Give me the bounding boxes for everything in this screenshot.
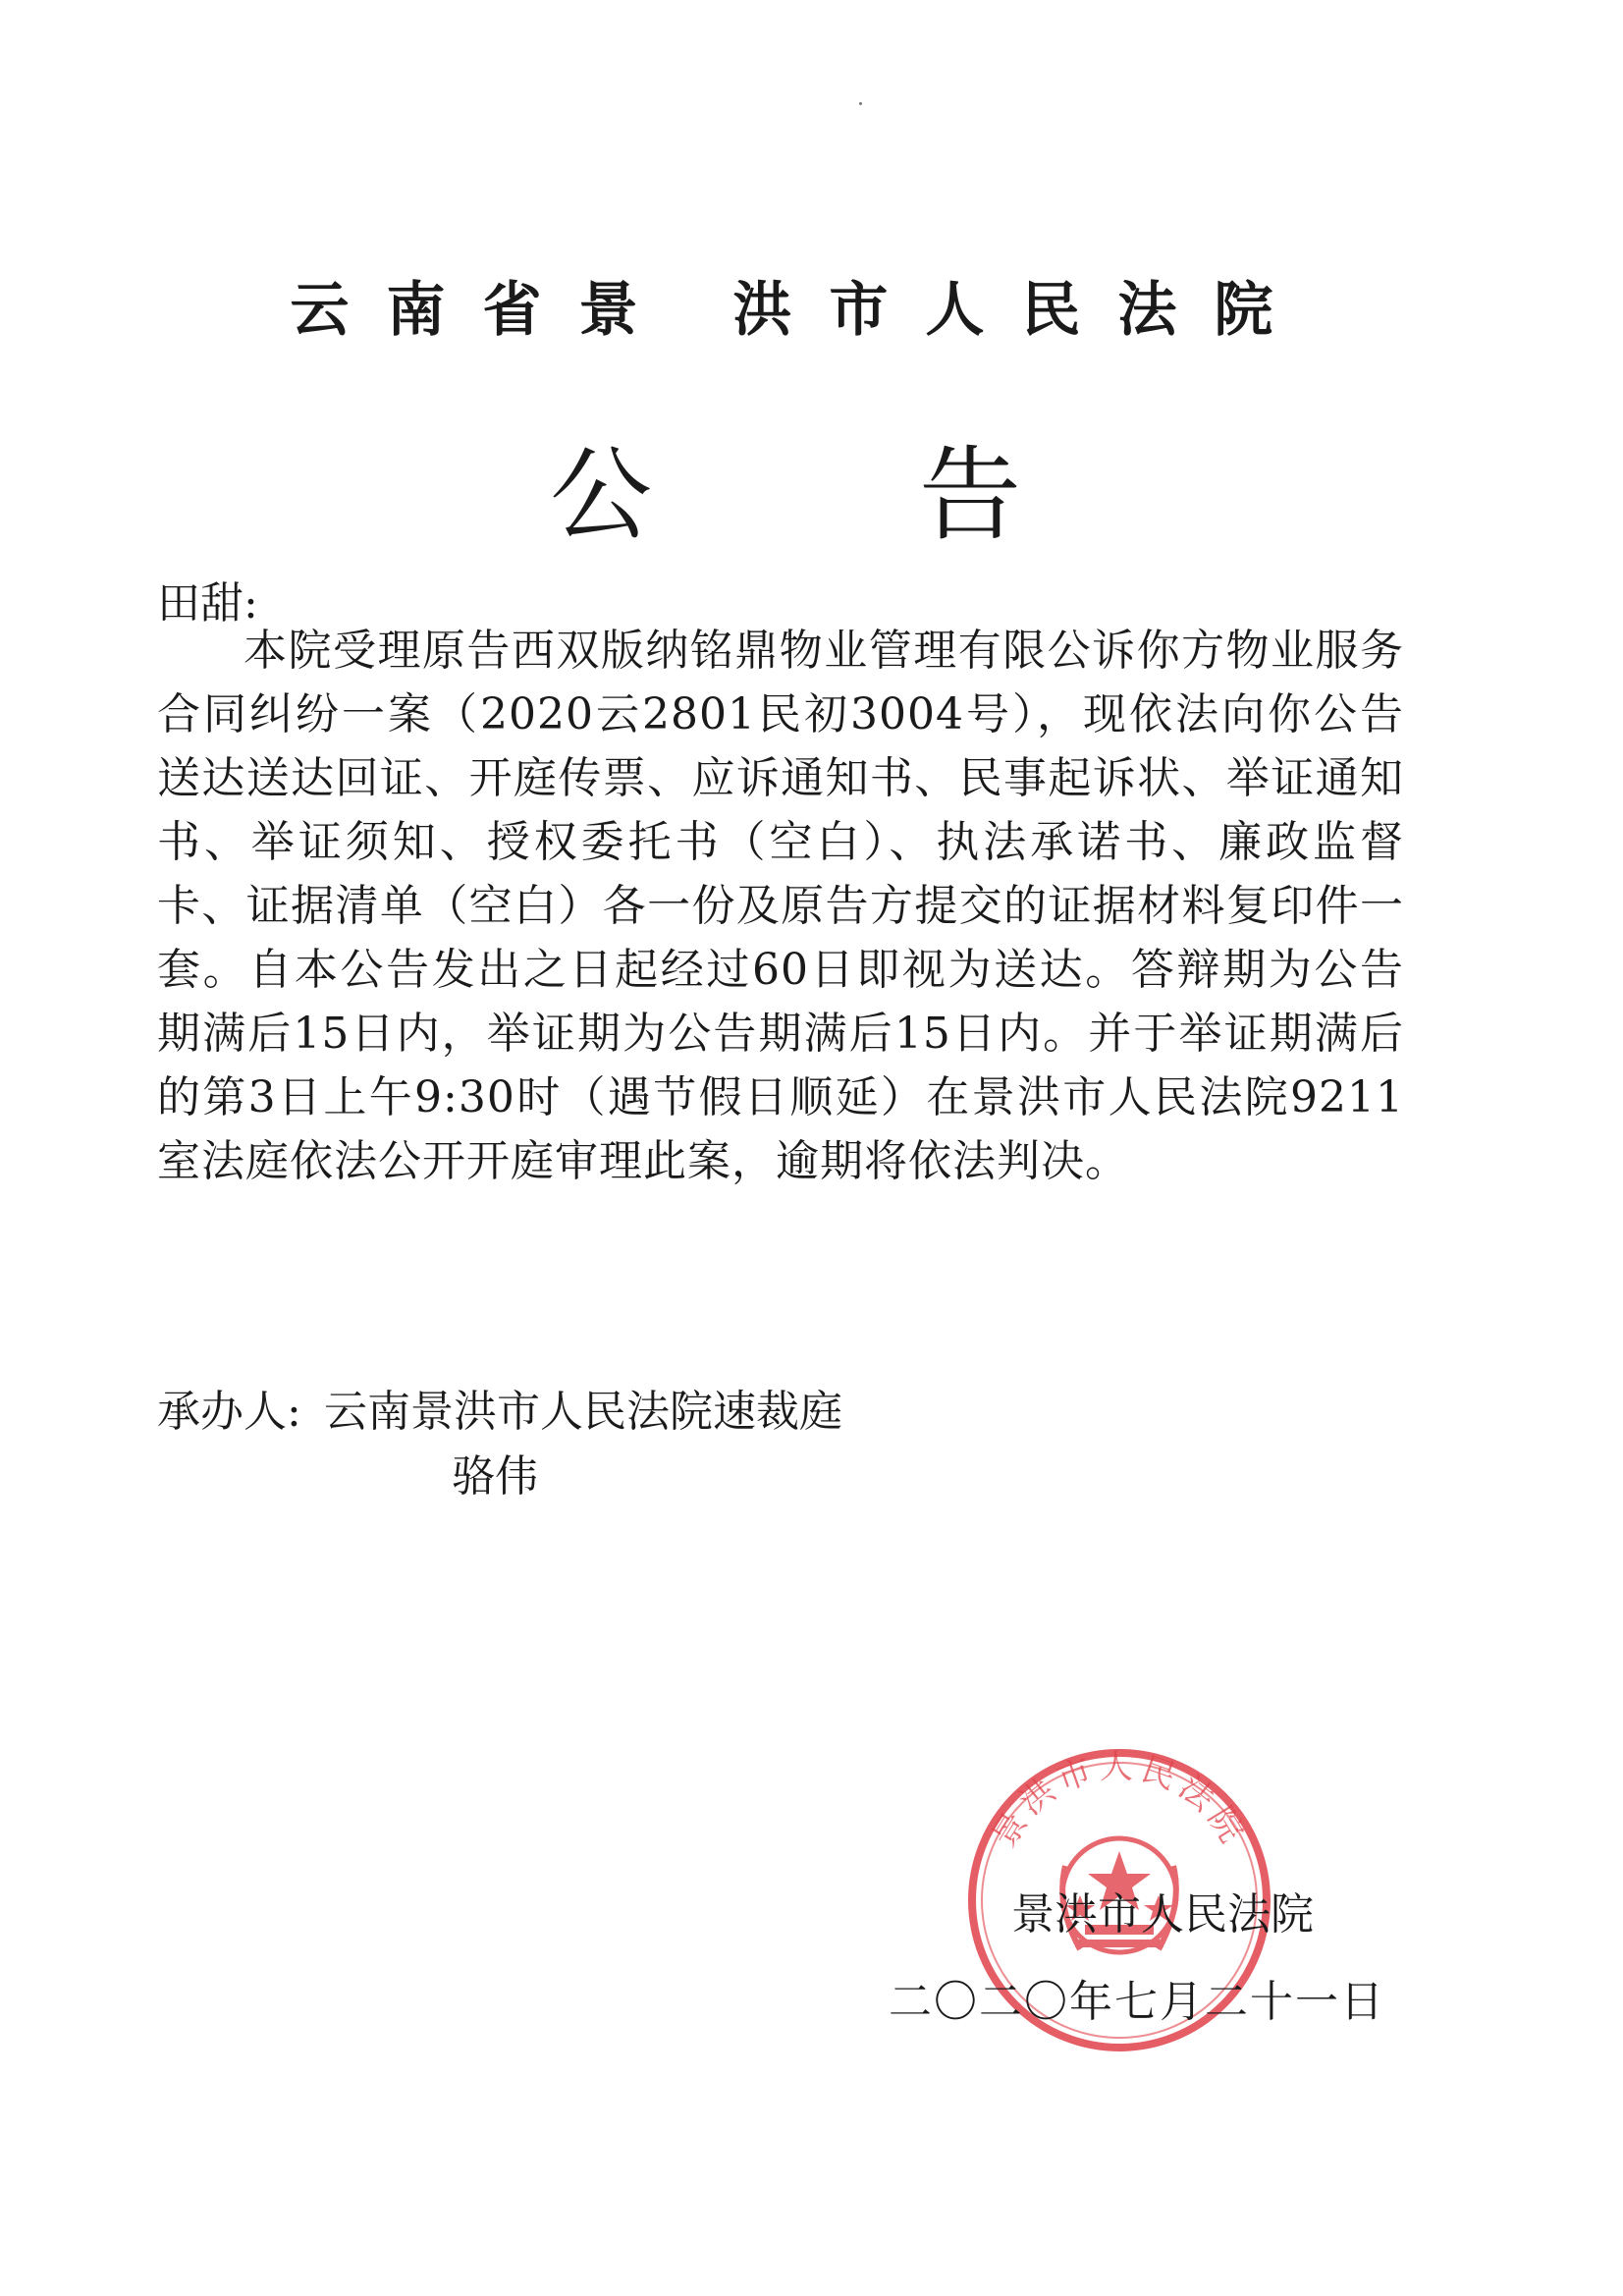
signature-court: 景洪市人民法院	[1011, 1889, 1314, 1940]
addressee: 田甜:	[157, 578, 258, 629]
notice-title	[550, 412, 1021, 560]
handler-label: 承办人:	[157, 1387, 301, 1437]
signature-date: 二〇二〇年七月二十一日	[889, 1977, 1385, 2027]
handler-name: 骆伟	[452, 1451, 538, 1502]
court-name-heading: 云南省景 洪市人民法院	[290, 276, 1311, 345]
seal-text: 景洪市人民法院	[984, 1748, 1255, 1855]
notice-title-char-2: 告	[918, 435, 1021, 555]
notice-body: 本院受理原告西双版纳铭鼎物业管理有限公诉你方物业服务合同纠纷一案（2020云2801民初3004号），现依法向你公告送达送达回证、开庭传票、应诉通知书、民事起诉状、举证通知书、举证须知、授权委托书（空白）、执法承诺书、廉政监督卡、证据清单（空白）各一份及原告方提交的证据材料复印件一套。自本公告发出之日起经过60日即视为送达。答辩期为公告期满后15日内，举证期为公告期满后15日内。并于举证期满后的第3日上午9:30时（遇节假日顺延）在景洪市人民法院9211室法庭依法公开开庭审理此案，逾期将依法判决。	[157, 626, 1404, 1186]
handler-block	[157, 1380, 842, 1509]
notice-title-char-1: 公	[550, 435, 653, 555]
scan-speck	[859, 102, 862, 105]
handler-department: 云南景洪市人民法院速裁庭	[324, 1387, 842, 1437]
